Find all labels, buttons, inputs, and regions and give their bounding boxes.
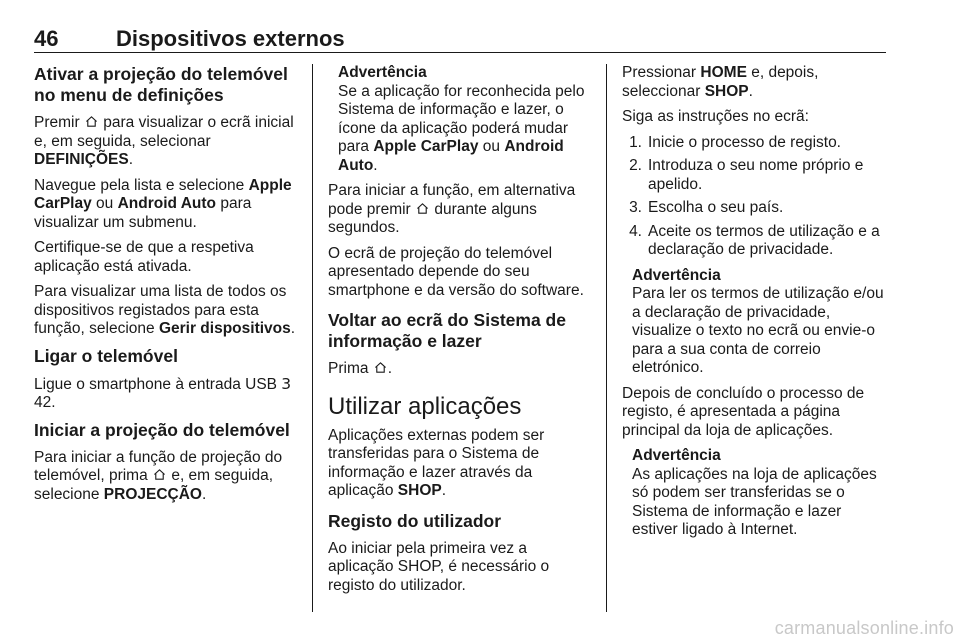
home-icon [85, 115, 98, 128]
page-number: 46 [34, 26, 59, 51]
paragraph: Para iniciar a função, em alternativa pode premir durante alguns segundos. [328, 182, 576, 236]
section-heading-connect-phone: Ligar o telemóvel [34, 345, 178, 366]
paragraph: Ligue o smartphone à entrada USB 3 42. [34, 374, 292, 411]
paragraph: Depois de concluído o processo de registo, é apresentada a página principal da loja de aplicações. [622, 384, 865, 439]
paragraph: Premir para visualizar o ecrã inicial e, em seguida, selecionar DEFINIÇÕES. [34, 114, 294, 168]
column-divider-2 [606, 64, 607, 612]
note-box: Advertência As aplicações na loja de aplicações só podem ser transferidas se o Sistema de informação e lazer estiver ligado à Internet. [622, 447, 888, 540]
list-item: 2. Introduza o seu nome próprio e apelido. [629, 157, 864, 193]
column-1 [34, 64, 300, 511]
home-icon [374, 361, 387, 374]
section-heading-user-registration: Registo do utilizador [328, 510, 502, 531]
page-reference-arrow-icon: 3 [281, 374, 292, 393]
watermark-logo: carmanualsonline.info [774, 618, 954, 638]
chapter-heading-using-apps: Utilizar aplicações [328, 392, 522, 420]
section-heading-return-infotainment: Voltar ao ecrã do Sistema de informação e lazer [328, 310, 566, 351]
section-heading-start-projection: Iniciar a projeção do telemóvel [34, 419, 290, 440]
paragraph: Certifique-se de que a respetiva aplicação está ativada. [34, 239, 254, 275]
home-icon [153, 468, 166, 481]
paragraph: Ao iniciar pela primeira vez a aplicação SHOP, é necessário o registo do utilizador. [328, 539, 550, 594]
paragraph: O ecrã de projeção do telemóvel apresentado depende do seu smartphone e da versão do software. [328, 244, 584, 299]
registration-steps-list [622, 134, 888, 260]
list-item: 3. Escolha o seu país. [629, 199, 784, 216]
column-divider-1 [312, 64, 313, 612]
note-title: Advertência [632, 447, 721, 464]
page-header [34, 26, 886, 52]
page-title: Dispositivos externos [116, 26, 345, 51]
paragraph: Para iniciar a função de projeção do telemóvel, prima e, em seguida, selecione PROJECÇÃO. [34, 448, 283, 503]
header-rule [34, 52, 886, 53]
home-icon [416, 202, 429, 215]
paragraph: Para visualizar uma lista de todos os dispositivos registados para esta função, selecione Gerir dispositivos. [34, 283, 296, 337]
note-box: Advertência Para ler os termos de utilização e/ou a declaração de privacidade, visualize o texto no ecrã ou envie-o para a sua conta de correio eletrónico. [622, 267, 888, 378]
section-heading-activate-projection: Ativar a projeção do telemóvel no menu de definições [34, 64, 288, 105]
list-item: 1. Inicie o processo de registo. [629, 133, 841, 151]
note-box: Advertência Se a aplicação for reconhecida pelo Sistema de informação e lazer, o ícone da aplicação poderá mudar para Apple CarPlay ou Android Auto. [328, 64, 592, 175]
note-title: Advertência [338, 64, 427, 81]
column-3 [622, 64, 888, 547]
paragraph: Pressionar HOME e, depois, seleccionar SHOP. [622, 64, 819, 100]
paragraph: Navegue pela lista e selecione Apple CarPlay ou Android Auto para visualizar um submenu. [34, 176, 292, 231]
note-title: Advertência [632, 266, 721, 284]
paragraph: Aplicações externas podem ser transferidas para o Sistema de informação e lazer através da aplicação SHOP. [328, 426, 545, 499]
paragraph: Prima . [328, 360, 393, 377]
paragraph: Siga as instruções no ecrã: [622, 108, 809, 125]
column-2 [328, 64, 592, 602]
list-item: 4. Aceite os termos de utilização e a declaração de privacidade. [629, 222, 880, 258]
